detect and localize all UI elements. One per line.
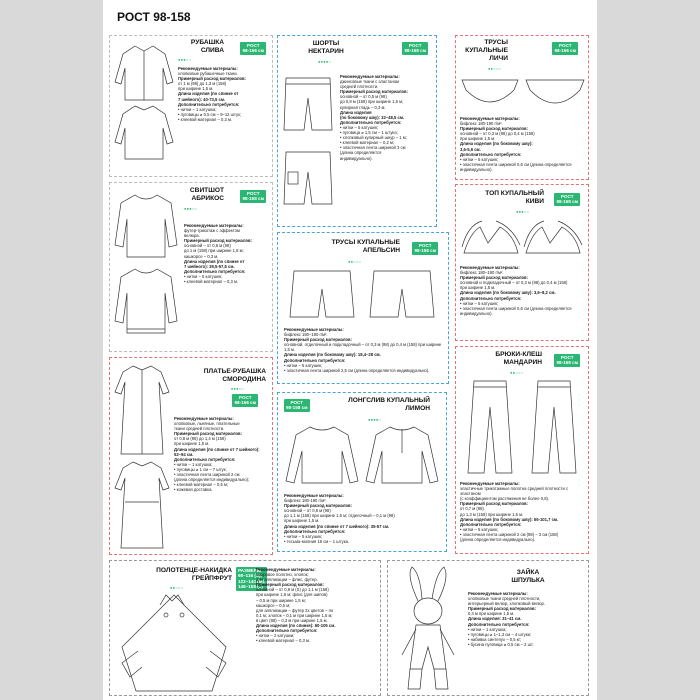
card-swim-shorts (277, 232, 449, 384)
card-description: Рекомендуемые материалы: бифлекс 180–190 г/м². Примерный расход материалов: основной, отделочный и подкладочный – от 0,3 м (98) до 0,4 м (158) при ширине 1,5 м. Длина изделия (по боковому шву): 18,4–28 см. Дополнительно потребуется: • нитки – 5 катушек; • эластичная лента шириной 2,5 см (длина определяется индивидуально). (284, 327, 442, 373)
card-sweatshirt (109, 182, 273, 352)
card-title-line2: КУПАЛЬНЫЕ (465, 47, 508, 54)
shorts-illustration (282, 68, 334, 208)
bunny-illustration (392, 565, 466, 693)
page-title: РОСТ 98-158 (117, 10, 191, 24)
size-badge: РОСТ 98-158 см (234, 395, 256, 406)
hooded-towel-illustration (114, 591, 234, 695)
size-badge: РОСТ 98-158 см (556, 194, 578, 205)
card-shorts (277, 35, 437, 227)
card-description: Рекомендуемые материалы: бифлекс 180–190 г/м². Примерный расход материалов: основной и подкладочный – от 0,3 м (98) до 0,4 м (158) при ширине 1,5 м. Длина изделия (по боковому шву): 3,6–8,2 см. Дополнительно потребуется: • нитки – 5 катушек; • эластичная лента шириной 0,6 см (длина определяется индивидуально). (460, 265, 572, 316)
card-description: Рекомендуемые материалы: бифлекс 180-190 г/м². Примерный расход материалов: основной – от 0,6 м (98) до 1,1 м (158) при ширине 1,5 м; отделочный – 0,1 м (98) при ширине 1,5 м. Длина изделия (по спинке от 7 шейного): 35-57 см. Дополнительно потребуется: • нитки – 5 катушек; • тесьма-молния 18 см – 1 штука. (284, 493, 395, 544)
card-title-line1: ТРУСЫ (484, 39, 508, 46)
card-title-line1: ЛОНГСЛИВ КУПАЛЬНЫЙ (348, 397, 430, 404)
card-title-line2: ЛИМОН (405, 405, 430, 412)
difficulty-rating: ●●●○○ (184, 206, 198, 211)
difficulty-rating: ●●●●○ (368, 417, 382, 422)
card-title-line2: АБРИКОС (191, 195, 224, 202)
difficulty-rating: ●●○○○ (170, 585, 184, 590)
card-title-line1: СВИТШОТ (189, 187, 224, 194)
size-badge: РОСТ 98-158 см (556, 355, 578, 366)
catalog-page (103, 0, 597, 700)
card-title-line1: ТОП КУПАЛЬНЫЙ (485, 190, 544, 197)
difficulty-rating: ●●●●○ (318, 59, 332, 64)
card-description: Рекомендуемые материалы: футер-трикотаж с эффектом велюра. Примерный расход материалов: основной – от 0,6 м (98) до 1 м (158) при ширине 1,8 м; кашкорсе – 0,3 м. Длина изделия (по спинке от 7 шейного): 39,5-57,5 см. Дополнительно потребуется: • нитки – 5 катушек; • клеевой материал – 0,3 м. (184, 223, 253, 285)
card-title-line3: ЛИЧИ (489, 55, 508, 62)
size-badge: РОСТ 98-158 см (404, 43, 426, 54)
card-swim-longsleeve (277, 392, 447, 552)
swim-shorts-illustration (284, 267, 444, 323)
difficulty-rating: ●●●○○ (230, 386, 244, 391)
card-hooded-towel (109, 560, 381, 696)
size-badge: РОСТ 98-158 см (242, 191, 264, 202)
card-title-line1: ЗАЙКА (516, 569, 540, 576)
card-shirt-dress (109, 357, 273, 555)
card-title-line2: ГРЕЙПФРУТ (191, 575, 232, 582)
card-description: Рекомендуемые материалы: бифлекс 180-190 г/м². Примерный расход материалов: основной – от 0,3 м (98) до 0,4 м (158) при ширине 1,5 м. Длина изделия (по боковому шву): 3,6-5,6 см. Дополнительно потребуется: • нитки – 5 катушек; • эластичная лента шириной 0,6 см (длина определяется индивидуально). (460, 116, 572, 172)
card-title-line2: СМОРОДИНА (222, 376, 266, 383)
size-badge: РОСТ 98-158 см (286, 400, 308, 411)
card-title-line1: ПЛАТЬЕ-РУБАШКА (203, 368, 266, 375)
difficulty-rating: ●●○○○ (348, 259, 362, 264)
shirt-illustration (113, 42, 175, 162)
card-bunny-toy (387, 560, 589, 696)
card-swim-briefs (455, 35, 589, 180)
card-title-line1: БРЮКИ-КЛЕШ (495, 351, 542, 358)
card-description: Рекомендуемые материалы: джинсовые ткани с эластаном средней плотности. Примерный расход материалов: основной – от 0,5 м (98) до 0,8 м (158) при ширине 1,5 м; кулирная гладь – 0,3 м. Длина изделия (по боковому шву): 32–48,5 см. Дополнительно потребуется: • нитки – 5 катушек; • пуговица ⌀ 1,5 см – 1 штука; • хлопковый кулирный шнур – 1 м; • клеевой материал – 0,2 м; • эластичная лента шириной 3 см (длина определяется индивидуально). (340, 74, 409, 161)
card-shirt (109, 35, 273, 177)
difficulty-rating: ●●○○○ (510, 370, 524, 375)
card-description: Рекомендуемые материалы: махровое полотно, хлопок; для аппликации – флис, футер. Примерный расход материалов: основной – от 0,9 м (S) до 1,1 м (158) при ширине 1,6 м; флис (для шипов) – 0,5 м при ширине 1,5 м; кашкорсе – 0,5 м; для аппликации – футер 2х цветов – по 0,1 м; хлопок – 0,1 м при ширине 1,5 м; в цвет (98) – 0,3 м при ширине 1,5 м. Длина изделия (по спинке): 60-105 см. Дополнительно потребуется: • нитки – 2 катушки; • клеевой материал – 0,3 м. (256, 567, 336, 644)
card-description: Рекомендуемые материалы: хлопковые ткани средней плотности, интерьерный велюр, хлопковый велюр. Примерный расход материалов: 0,4 м при ширине 1,5 м. Длина изделия: 31–41 см. Дополнительно потребуется: • нитки – 1 катушка; • пуговицы ⌀ 1–1,3 см – 4 штуки; • набивка синтепух – 0,5 кг; • бусина пуговица ⌀ 0,5 см – 2 шт. (468, 591, 546, 647)
swim-top-illustration (460, 217, 586, 259)
swim-briefs-illustration (460, 76, 586, 112)
card-description: Рекомендуемые материалы: эластичные трикотажные полотна средней плотности с эластаном (с коэффициентом растяжения не более 0,8). Примерный расход материалов: от 0,7 м (98) до 1,3 м (158) при ширине 1,5 м. Длина изделия (по боковому шву): 55-101,7 см. Дополнительно потребуется: • нитки – 5 катушек; • эластичная лента шириной 2 см (98) – 3 см (158) (длина определяется индивидуально). (460, 481, 569, 543)
card-title-line2: МАНДАРИН (503, 359, 542, 366)
card-description: Рекомендуемые материалы: хлопковые, льняные, плательные ткани средней плотности. Примерный расход материалов: от 0,8 м (98) до 1,4 м (158) при ширине 1,5 м. Длина изделия (по спинке от 7 шейного): 52–94 см. Дополнительно потребуется: • нитки – 1 катушка; • пуговицы ⌀ 1 см – 7 штук; • эластичная лента шириной 2 см (длина определяется индивидуально); • клеевой материал – 0,5 м; • кожевая доставка. (174, 416, 260, 493)
card-title-line2: КИВИ (525, 198, 544, 205)
card-title-line2: НЕКТАРИН (308, 48, 344, 55)
swim-longsleeve-illustration (282, 423, 442, 487)
size-badge: РАЗМЕРЫ 98–116 (S), 122–140 (M), 146–158 (L) (238, 568, 266, 590)
card-title-line2: СЛИВА (200, 47, 224, 54)
size-badge: РОСТ 98-158 см (414, 243, 436, 254)
card-title-line1: ПОЛОТЕНЦЕ-НАКИДКА (156, 567, 232, 574)
card-title-line2: АПЕЛЬСИН (362, 247, 400, 254)
card-title-line1: РУБАШКА (190, 39, 224, 46)
card-title-line1: ТРУСЫ КУПАЛЬНЫЕ (331, 239, 400, 246)
difficulty-rating: ●●●○○ (516, 209, 530, 214)
sweatshirt-illustration (113, 189, 179, 339)
card-title-line2: ШПУЛЬКА (511, 577, 545, 584)
card-title-line1: ШОРТЫ (312, 40, 340, 47)
size-badge: РОСТ 98-158 см (554, 43, 576, 54)
card-flared-trousers (455, 346, 589, 554)
difficulty-rating: ●●○○○ (488, 66, 502, 71)
trousers-illustration (460, 377, 586, 477)
card-description: Рекомендуемые материалы: хлопковые рубашечные ткани. Примерный расход материалов: от 1 м (98) до 1,3 м (158) при ширине 1,5 м. Длина изделия (по спинке от 7 шейного): 40-73,5 см. Дополнительно потребуется: • нитки – 1 катушка; • пуговицы ⌀ 0,5 см – 9–12 штук; • клеевой материал – 0,3 м. (178, 66, 247, 122)
difficulty-rating: ●●●○○ (178, 57, 192, 62)
card-swim-top (455, 184, 589, 341)
size-badge: РОСТ 98-158 см (242, 43, 264, 54)
shirt-dress-illustration (113, 362, 171, 552)
